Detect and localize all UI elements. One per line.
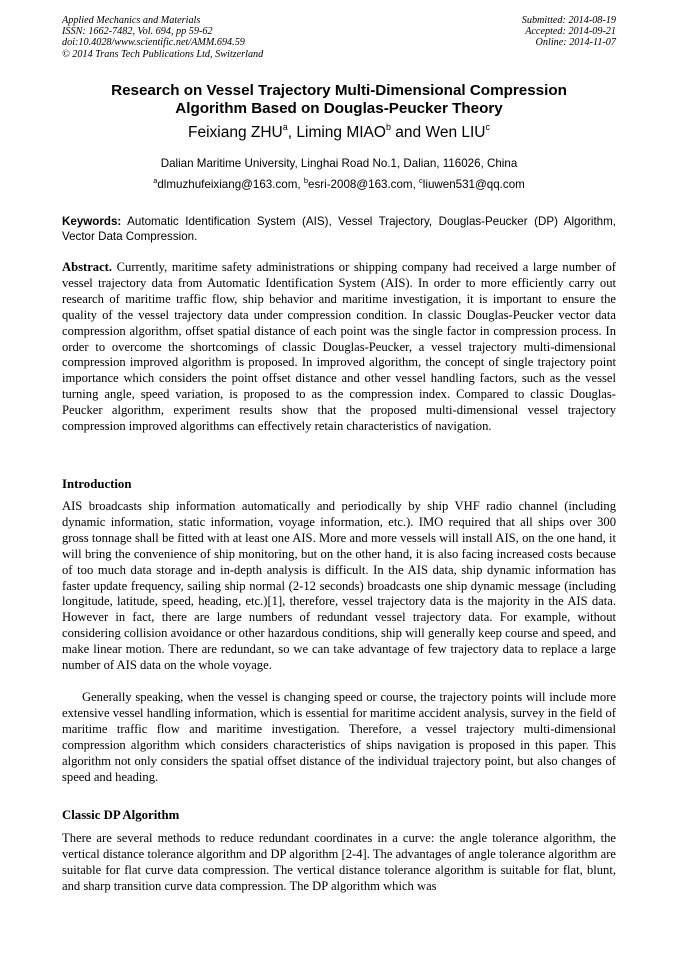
- paper-title: [62, 82, 616, 118]
- journal-info: [62, 15, 263, 60]
- submitted-date: Submitted: 2014-08-19: [521, 15, 616, 26]
- author-sup: c: [485, 122, 490, 132]
- keywords-label: Keywords:: [62, 215, 122, 228]
- title-line-1: Research on Vessel Trajectory Multi-Dimensional Compression: [111, 82, 567, 99]
- email-separator: ,: [297, 178, 304, 191]
- introduction-paragraph-1: AIS broadcasts ship information automatically and periodically by ship VHF radio channel (including dynamic information, static information, voyage information, etc.). IMO required that all ships over 300 gross tonnage shall be fitted with at least one AIS. More and more vessels will install AIS, on the one hand, it will bring the convenience of ship monitoring, but on the other hand, it is also facing increased costs because of too much data storage and in-depth analysis is difficult. In the AIS data, ship dynamic information has faster update frequency, sailing ship normal (2-12 seconds) broadcasts one ship dynamic message (including longitude, latitude, speed, heading, etc.)[1], therefore, vessel trajectory data is the majority in the AIS data. However in fact, there are large numbers of redundant vessel trajectory data. For example, without considering collision avoidance or other hazardous conditions, ship will generally keep course and speed, and make linear motion. There are redundant, so we can take advantage of few trajectory data to replace a large number of AIS data on the whole voyage.: [62, 499, 616, 673]
- accepted-date: Accepted: 2014-09-21: [525, 26, 616, 38]
- email-sup: a: [153, 176, 158, 185]
- email-address[interactable]: dlmuzhufeixiang@163.com: [157, 178, 298, 191]
- author-name: Feixiang ZHU: [187, 124, 283, 141]
- author-list: [62, 123, 616, 143]
- section-heading-introduction: Introduction: [62, 477, 132, 491]
- author-sup: b: [385, 122, 391, 132]
- email-address[interactable]: esri-2008@163.com: [308, 178, 413, 191]
- abstract: [62, 260, 616, 435]
- author-name: Wen LIU: [425, 124, 486, 141]
- keywords: [62, 214, 616, 244]
- copyright-line: © 2014 Trans Tech Publications Ltd, Switzerland: [62, 48, 264, 60]
- publication-dates: [522, 15, 616, 49]
- email-separator: ,: [412, 178, 420, 191]
- keywords-text: Automatic Identification System (AIS), Vessel Trajectory, Douglas-Peucker (DP) Algorithm, Vector Data Compression.: [62, 215, 616, 243]
- issn-line: ISSN: 1662-7482, Vol. 694, pp 59-62: [62, 26, 213, 38]
- affiliation: Dalian Maritime University, Linghai Road No.1, Dalian, 116026, China: [160, 157, 518, 170]
- email-sup: b: [303, 176, 309, 185]
- email-sup: c: [419, 176, 423, 185]
- author-sup: a: [282, 122, 288, 132]
- online-date: Online: 2014-11-07: [535, 37, 616, 49]
- introduction-paragraph-2: Generally speaking, when the vessel is changing speed or course, the trajectory points will include more extensive vessel handling information, which is essential for maritime accident analysis, survey in the field of maritime traffic flow and maritime investigation. Therefore, a vessel trajectory multi-dimensional compression algorithm which considers characteristics of ships navigation is proposed in this paper. This algorithm not only considers the spatial offset distance of the individual trajectory point, but also changes of speed and heading.: [62, 690, 616, 784]
- title-line-2: Algorithm Based on Douglas-Peucker Theory: [175, 100, 503, 117]
- email-address[interactable]: liuwen531@qq.com: [422, 178, 525, 191]
- author-separator: ,: [287, 124, 297, 141]
- section-heading-classic-dp: Classic DP Algorithm: [62, 808, 180, 822]
- author-separator: and: [390, 124, 426, 141]
- doi-line: doi:10.4028/www.scientific.net/AMM.694.59: [62, 37, 245, 49]
- author-emails: [62, 178, 616, 192]
- abstract-text: Currently, maritime safety administrations or shipping company had received a large number of vessel trajectory data from Automatic Identification System (AIS). In order to more efficiently carry out research of maritime traffic flow, ship behavior and maritime investigation, it is important to ensure the quality of the vessel trajectory data under compression condition. In classic Douglas-Peucker vector data compression algorithm, offset spatial distance of each point was the single factor in compression process. In order to overcome the shortcomings of classic Douglas-Peucker, a vessel trajectory multi-dimensional compression improved algorithm is proposed. In improved algorithm, the concept of single trajectory point importance which considers the point offset distance and other vessel handling factors, such as the vessel turning angle, speed variation, is proposed to as the compression index. Compared to classic Douglas-Peucker algorithm, experiment results show that the proposed multi-dimensional vessel trajectory compression improved algorithms can effectively retain characteristics of navigation.: [62, 260, 616, 434]
- classic-dp-paragraph-1: There are several methods to reduce redundant coordinates in a curve: the angle tolerance algorithm, the vertical distance tolerance algorithm and DP algorithm [2-4]. The advantages of angle tolerance algorithm are suitable for flat curve data compression. The vertical distance tolerance algorithm is suitable for flat, blunt, and sharp transition curve data compression. The DP algorithm which was: [62, 831, 616, 893]
- abstract-label: Abstract.: [62, 260, 113, 274]
- journal-name: Applied Mechanics and Materials: [62, 15, 201, 26]
- author-name: Liming MIAO: [296, 124, 386, 141]
